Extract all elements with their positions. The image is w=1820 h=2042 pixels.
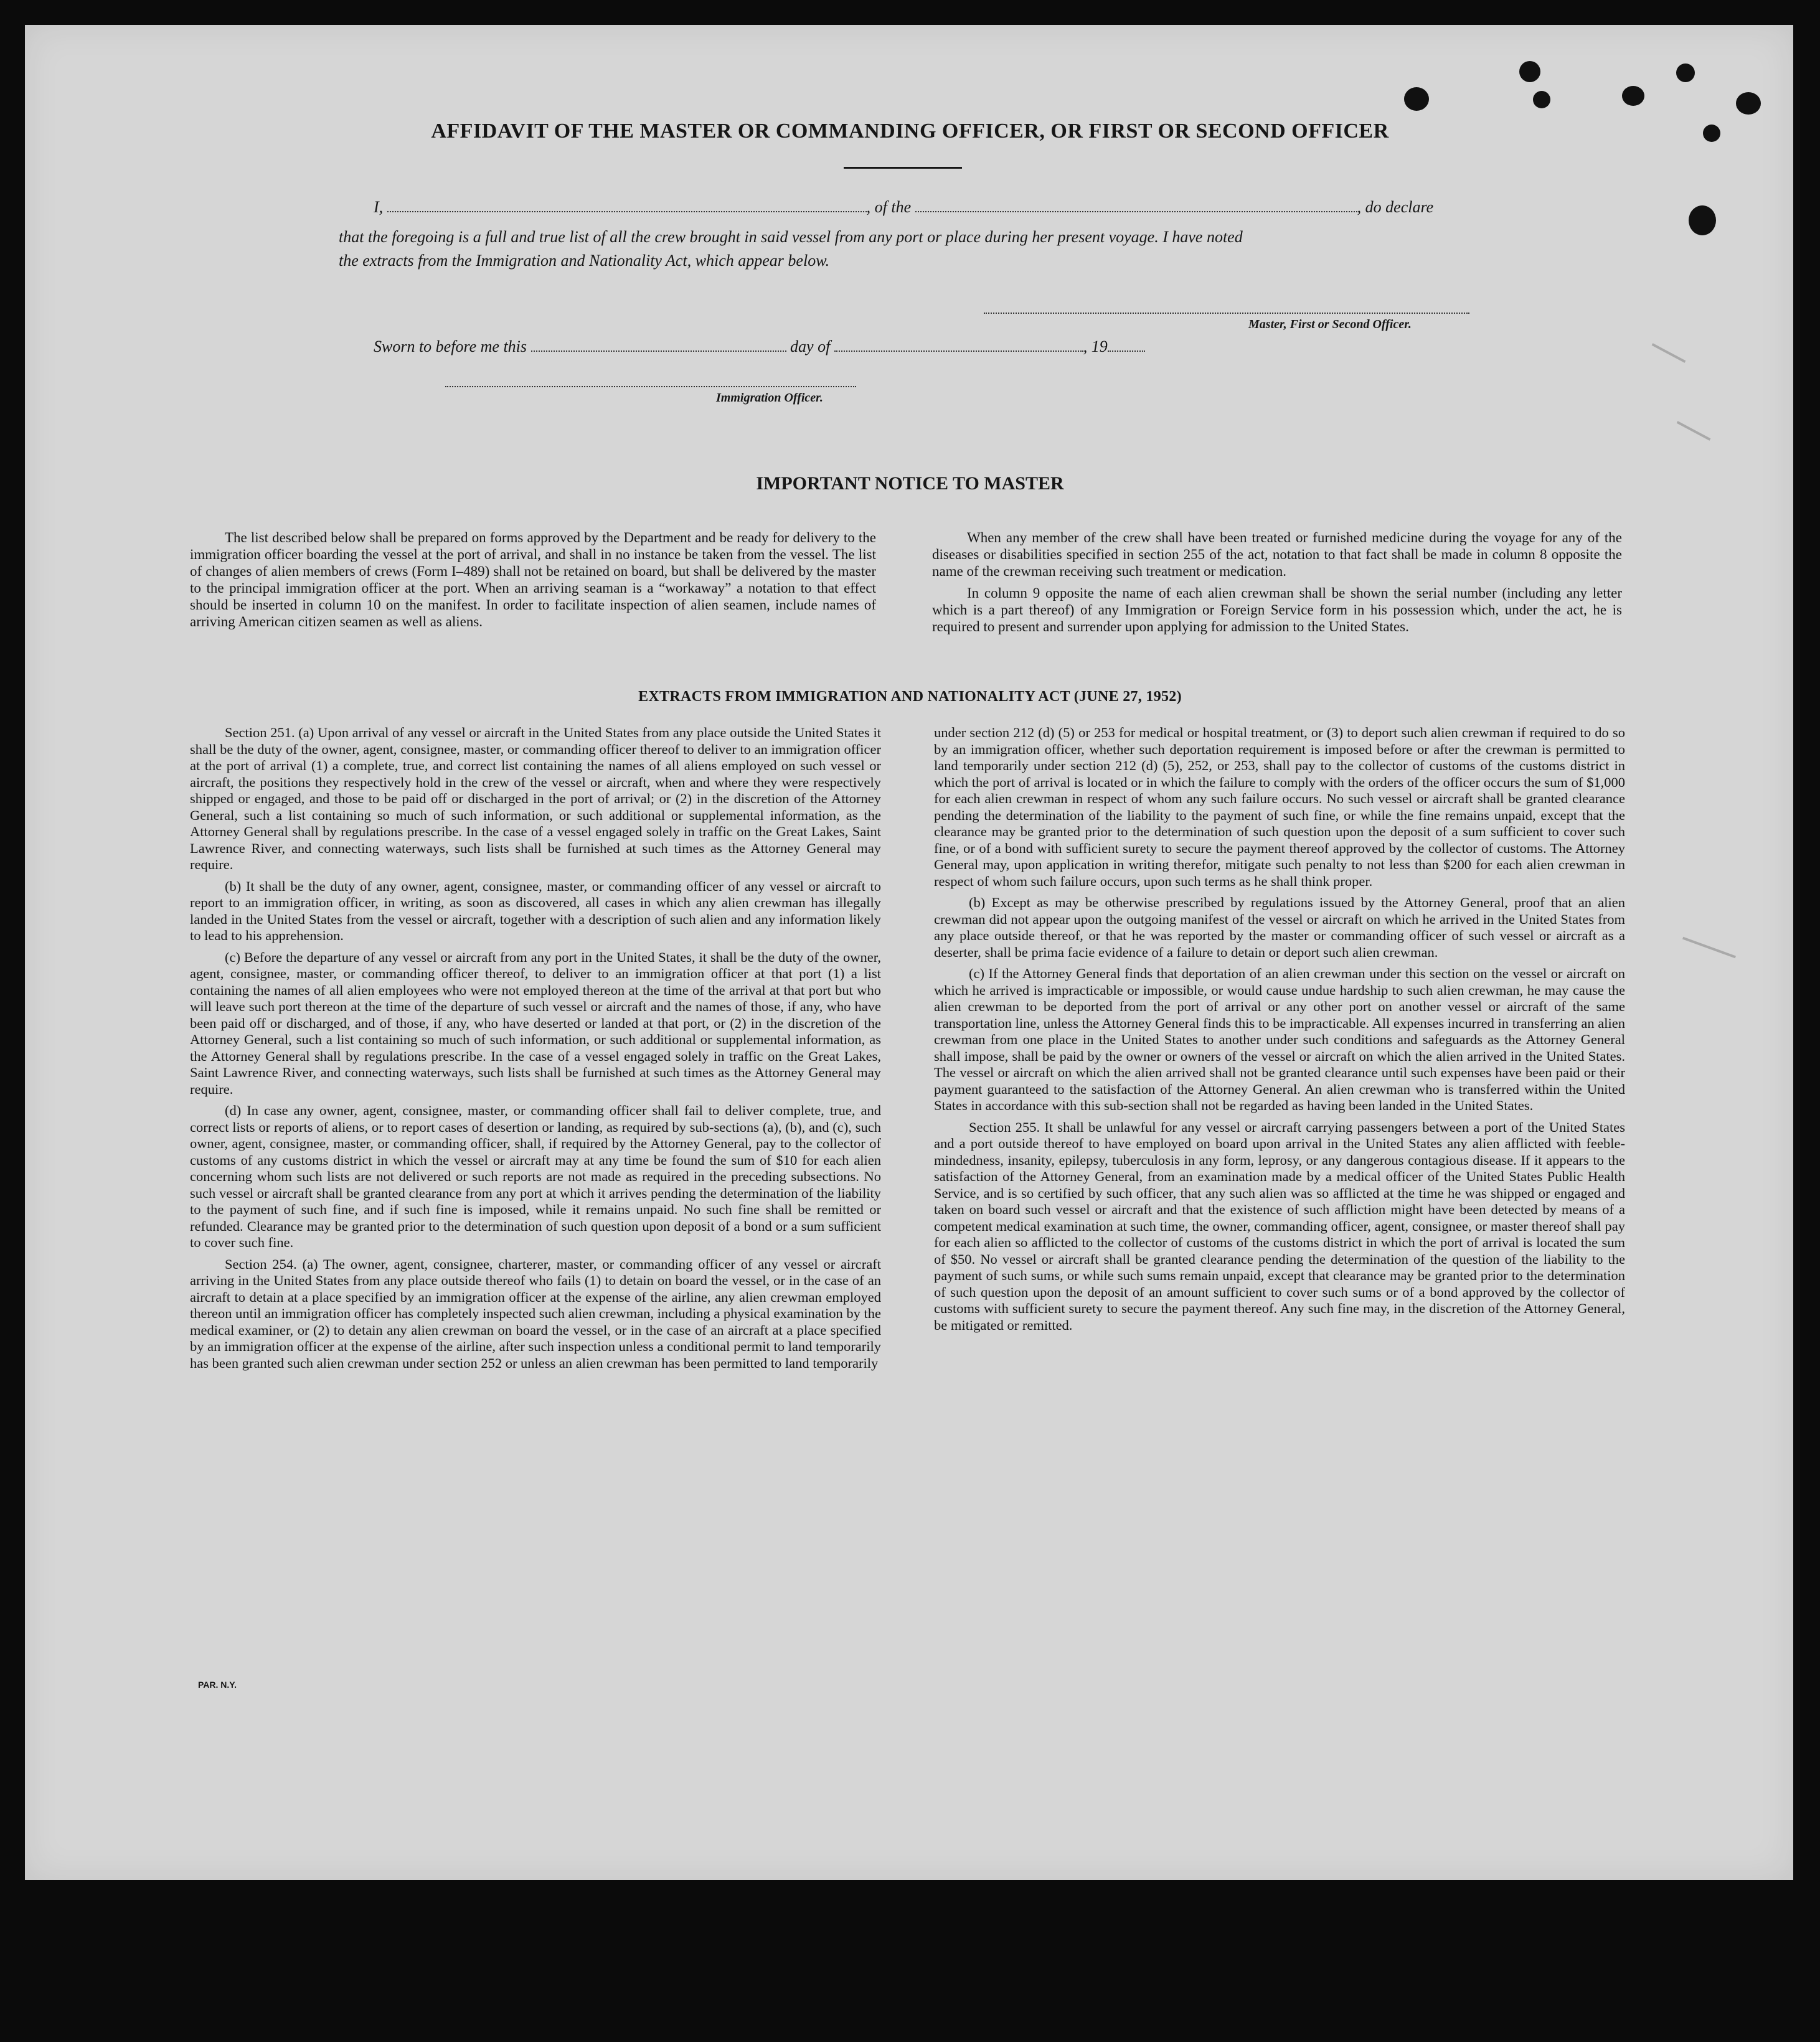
- vessel-field[interactable]: [915, 200, 1357, 212]
- declaration-start: I,: [374, 198, 384, 216]
- master-signature-caption: Master, First or Second Officer.: [1248, 318, 1412, 331]
- notice-paragraph: In column 9 opposite the name of each alien crewman shall be shown the serial number (including any letter which is a part thereof) of any Immigration or Foreign Service form in his possession which, under the act, he is required to present and surrender upon applying for admission to the United States.: [932, 585, 1622, 634]
- notice-left-column: [190, 529, 876, 635]
- extract-paragraph: Section 251. (a) Upon arrival of any vessel or aircraft in the United States from any place outside the United States it shall be the duty of the owner, agent, consignee, master, or commanding officer thereof to deliver to an immigration officer at the port of arrival (1) a complete, true, and correct list containing the names of all aliens employed on such vessel or aircraft, the positions they respectively hold in the crew of the vessel or aircraft, when and where they were respectively shipped or engaged, and those to be paid off or discharged in the port of arrival; or (2) in the discretion of the Attorney General, such a list containing so much of such information, or such additional or supplemental information, as the Attorney General shall by regulations prescribe. In the case of a vessel engaged solely in traffic on the Great Lakes, Saint Lawrence River, and connecting waterways, such lists shall be furnished at such times as the Attorney General may require.: [190, 725, 881, 872]
- name-field[interactable]: [387, 200, 867, 212]
- printer-mark: PAR. N.Y.: [198, 1680, 237, 1690]
- extract-paragraph: (c) If the Attorney General finds that deportation of an alien crewman under this section on the vessel or aircraft on which he arrived is impracticable or impossible, or would cause undue hardship to such alien crewman, he may cause the alien crewman to be deported from the port of arrival or any other port on another vessel or aircraft of the same transportation line, unless the Attorney General finds this to be impracticable. All expenses incurred in transferring an alien crewman from one place in the United States to another under such conditions and safeguards as the Attorney General shall impose, shall be paid by the owner or owners of the vessel or aircraft on which the alien arrived in the United States. The vessel or aircraft on which the alien arrived shall not be granted clearance until such expenses have been paid or their payment guaranteed to the satisfaction of the Attorney General. An alien crewman who is transferred within the United States in accordance with this sub-section shall not be regarded as having been landed in the United States.: [934, 966, 1625, 1113]
- master-signature-line[interactable]: [984, 313, 1469, 314]
- extract-paragraph: (c) Before the departure of any vessel or aircraft from any port in the United States, it shall be the duty of the owner, agent, consignee, master, or commanding officer thereof, to deliver to an immigration officer at that port (1) a list containing the names of all alien employees who were not employed thereon at the time of the arrival at that port but who will leave such port thereon at the time of the departure of such vessel or aircraft and the names of those, if any, who have been paid off or discharged, and of those, if any, who have deserted or landed at that port, or (2) in the discretion of the Attorney General, such a list containing so much of such information, or such additional or supplemental information, as the Attorney General shall by regulations prescribe. In the case of a vessel engaged solely in traffic on the Great Lakes, Saint Lawrence River, and connecting waterways, such lists shall be furnished at such times as the Attorney General may require.: [190, 949, 881, 1097]
- extract-paragraph: (b) It shall be the duty of any owner, agent, consignee, master, or commanding officer of any vessel or aircraft to report to an immigration officer, in writing, as soon as discovered, all cases in which any alien crewman has illegally landed in the United States from the vessel or aircraft, together with a description of such alien and any information likely to lead to his apprehension.: [190, 878, 881, 943]
- sworn-year-field[interactable]: [1108, 339, 1145, 352]
- extract-paragraph: under section 212 (d) (5) or 253 for medical or hospital treatment, or (3) to deport such alien crewman if required to do so by an immigration officer, whether such deportation requirement is imposed before or after the crewman is permitted to land temporarily under section 212 (d) (5), 252, or 253, shall pay to the collector of customs of the customs district in which the port of arrival is located or in which the failure to comply with the orders of the officer occurs the sum of $1,000 for each alien crewman in respect of whom any such failure occurs. No such vessel or aircraft shall be granted clearance pending the determination of the liability to the payment of such fine, or while the fine remains unpaid, except that the clearance may be granted prior to the determination of such question upon the deposit of a sum sufficient to cover such fine, or of a bond with sufficient surety to secure the payment thereof approved by the collector of customs. The Attorney General may, upon application in writing therefor, mitigate such penalty to not less than $200 for each alien crewman in respect of whom such failure occurs, upon such terms as he shall think proper.: [934, 725, 1625, 889]
- punch-hole: [1622, 86, 1644, 106]
- extracts-left-column: [190, 725, 881, 1376]
- sworn-line: [374, 337, 1145, 356]
- notice-paragraph: The list described below shall be prepared on forms approved by the Department and be ready for delivery to the immigration officer boarding the vessel at the port of arrival, and shall in no instance be taken from the vessel. The list of changes of alien members of crews (Form I–489) shall not be retained on board, but shall be delivered by the master to the principal immigration officer at the port. When an arriving seaman is a “workaway” a notation to that effect should be inserted in column 10 on the manifest. In order to facilitate inspection of alien seamen, include names of arriving American citizen seamen as well as aliens.: [190, 530, 876, 629]
- extracts-heading: EXTRACTS FROM IMMIGRATION AND NATIONALITY ACT (JUNE 27, 1952): [638, 689, 1182, 705]
- extract-paragraph: (b) Except as may be otherwise prescribed by regulations issued by the Attorney General, proof that an alien crewman did not appear upon the outgoing manifest of the vessel or aircraft on which he arrived in the United States from any place outside thereof, or that he was reported by the master or commanding officer of such vessel or aircraft as a deserter, shall be prima facie evidence of a failure to detain or deport such alien crewman.: [934, 895, 1625, 960]
- declaration-text-3: the extracts from the Immigration and Nationality Act, which appear below.: [339, 252, 830, 270]
- punch-hole: [1519, 61, 1540, 82]
- declaration-line: [374, 198, 1433, 217]
- sworn-year-label: , 19: [1083, 337, 1108, 355]
- punch-hole: [1676, 64, 1695, 82]
- sworn-start: Sworn to before me this: [374, 337, 527, 355]
- notice-heading: IMPORTANT NOTICE TO MASTER: [756, 473, 1064, 494]
- punch-hole: [1533, 91, 1550, 108]
- sworn-month-field[interactable]: [834, 339, 1083, 352]
- punch-hole: [1404, 87, 1429, 111]
- officer-signature-caption: Immigration Officer.: [716, 391, 823, 405]
- officer-signature-line[interactable]: [445, 386, 856, 387]
- affidavit-title: AFFIDAVIT OF THE MASTER OR COMMANDING OFFICER, OR FIRST OR SECOND OFFICER: [431, 120, 1389, 143]
- punch-hole: [1736, 92, 1761, 115]
- sworn-day-field[interactable]: [531, 339, 786, 352]
- notice-right-column: [932, 529, 1622, 640]
- extract-paragraph: (d) In case any owner, agent, consignee, master, or commanding officer shall fail to deliver complete, true, and correct lists or reports of aliens, or to report cases of desertion or landing, as required by sub-sections (a), (b), and (c), such owner, agent, consignee, master, or commanding officer, shall, if required by the Attorney General, pay to the collector of customs of any customs district in which the vessel or aircraft may at any time be found the sum of $10 for each alien concerning whom such lists are not delivered or such reports are not made as required in the preceding subsections. No such vessel or aircraft shall be granted clearance from any port at which it arrives pending the determination of the liability to the payment of such fine, and if such fine is imposed, while it remains unpaid. No such fine shall be remitted or refunded. Clearance may be granted prior to the determination of such question upon deposit of a bond or a sum sufficient to cover such fine.: [190, 1103, 881, 1250]
- title-rule: [844, 167, 962, 169]
- notice-paragraph: When any member of the crew shall have been treated or furnished medicine during the voyage for any of the diseases or disabilities specified in section 255 of the act, notation to that fact shall be made in column 8 opposite the name of the crewman receiving such treatment or medication.: [932, 530, 1622, 579]
- extract-paragraph: Section 255. It shall be unlawful for any vessel or aircraft carrying passengers between a port of the United States and a port outside thereof to have employed on board upon arrival in the United States any alien afflicted with feeble-mindedness, insanity, epilepsy, tuberculosis in any form, leprosy, or any dangerous contagious disease. If it appears to the satisfaction of the Attorney General, from an examination made by a medical officer of the United States Public Health Service, and is so certified by such officer, that any such alien was so afflicted at the time he was shipped or engaged and taken on board such vessel or aircraft and that the existence of such affliction might have been detected by means of a competent medical examination at such time, the owner, commanding officer, agent, consignee, or master thereof shall pay for each alien so afflicted to the collector of customs of the customs district in which the port of arrival is located the sum of $50. No vessel or aircraft shall be granted clearance pending the determination of the question of the liability to the payment of such sums, or while such sums remain unpaid, except that clearance may be granted prior to the determination of such question upon the deposit of an amount sufficient to cover such sums or of a bond approved by the collector of customs with sufficient surety to secure the payment thereof. Any such fine may, in the discretion of the Attorney General, be mitigated or remitted.: [934, 1119, 1625, 1333]
- extract-paragraph: Section 254. (a) The owner, agent, consignee, charterer, master, or commanding officer of any vessel or aircraft arriving in the United States from any place outside thereof who fails (1) to detain on board the vessel, or in the case of an aircraft to detain at a place specified by an immigration officer at the expense of the airline, any alien crewman employed thereon until an immigration officer has completely inspected such alien crewman, including a physical examination by the medical examiner, or (2) to detain any alien crewman on board the vessel, or in the case of an aircraft at a place specified by an immigration officer at the expense of the airline, after such inspection unless a conditional permit to land temporarily has been granted such alien crewman under section 252 or unless an alien crewman has been permitted to land temporarily: [190, 1256, 881, 1371]
- punch-hole: [1689, 205, 1716, 235]
- declaration-text-2: that the foregoing is a full and true list of all the crew brought in said vessel from any port or place during her present voyage. I have noted: [339, 228, 1243, 246]
- sworn-day-label: day of: [790, 337, 831, 355]
- declaration-mid: , of the: [866, 198, 912, 216]
- declaration-end: , do declare: [1357, 198, 1434, 216]
- extracts-right-column: [934, 725, 1625, 1339]
